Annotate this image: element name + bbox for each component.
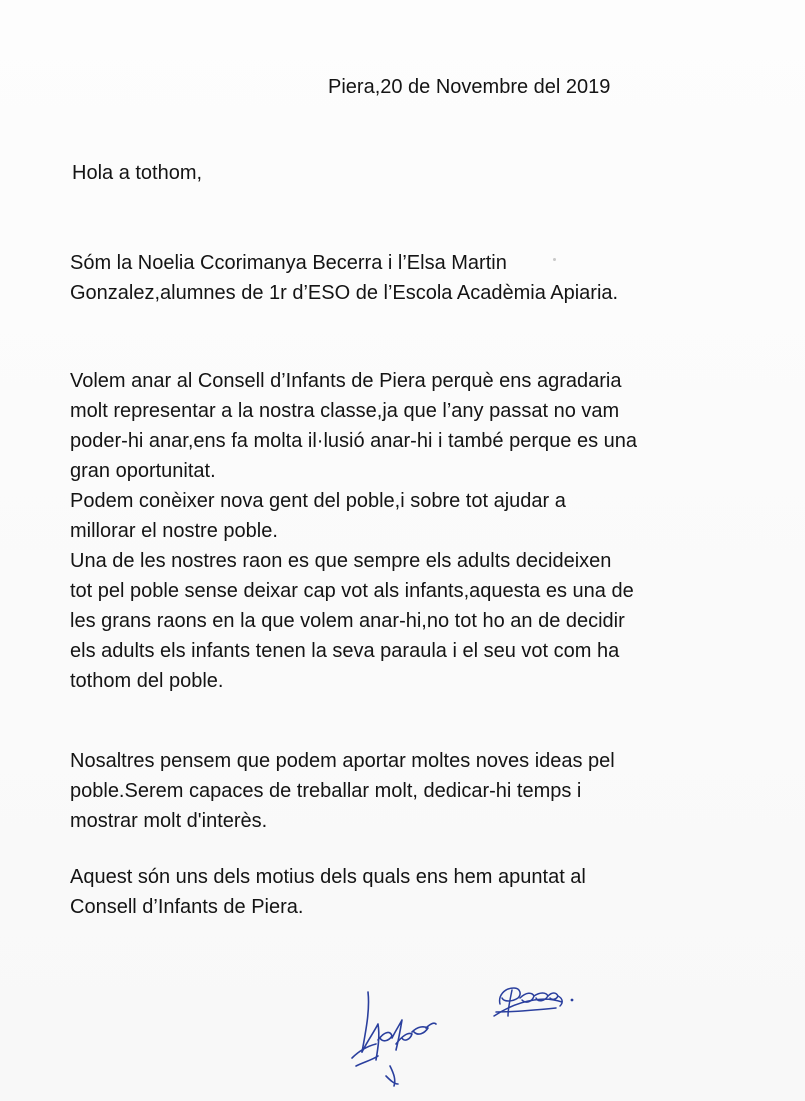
- text-line: poder-hi anar,ens fa molta il·lusió anar-hi i també perque es una: [70, 430, 637, 452]
- text-line: mostrar molt d'interès.: [70, 810, 268, 832]
- text-line: Consell d’Infants de Piera.: [70, 896, 304, 918]
- closing-paragraph: [70, 862, 770, 922]
- reasons-paragraph: [70, 366, 770, 696]
- text-line: Volem anar al Consell d’Infants de Piera perquè ens agradaria: [70, 370, 622, 392]
- text-line: els adults els infants tenen la seva paraula i el seu vot com ha: [70, 640, 620, 662]
- greeting: Hola a tothom,: [72, 162, 203, 184]
- text-line: Una de les nostres raon es que sempre els adults decideixen: [70, 550, 612, 572]
- text-line: poble.Serem capaces de treballar molt, dedicar-hi temps i: [70, 780, 582, 802]
- text-line: Podem conèixer nova gent del poble,i sobre tot ajudar a: [70, 490, 566, 512]
- intro-paragraph: [70, 248, 770, 308]
- text-line: tothom del poble.: [70, 670, 224, 692]
- text-line: gran oportunitat.: [70, 460, 216, 482]
- text-line: Gonzalez,alumnes de 1r d’ESO de l’Escola Acadèmia Apiaria.: [70, 282, 619, 304]
- ideas-paragraph: [70, 746, 770, 836]
- text-line: tot pel poble sense deixar cap vot als infants,aquesta es una de: [70, 580, 634, 602]
- text-line: millorar el nostre poble.: [70, 520, 278, 542]
- text-line: Aquest són uns dels motius dels quals ens hem apuntat al: [70, 866, 586, 888]
- text-line: Sóm la Noelia Ccorimanya Becerra i l’Elsa Martin: [70, 252, 507, 274]
- letter-date: Piera,20 de Novembre del 2019: [328, 76, 611, 98]
- signature-noelia: [338, 980, 448, 1090]
- text-line: Nosaltres pensem que podem aportar moltes noves ideas pel: [70, 750, 615, 772]
- text-line: molt representar a la nostra classe,ja que l’any passat no vam: [70, 400, 620, 422]
- signature-elsa: [486, 978, 586, 1028]
- text-line: les grans raons en la que volem anar-hi,no tot ho an de decidir: [70, 610, 625, 632]
